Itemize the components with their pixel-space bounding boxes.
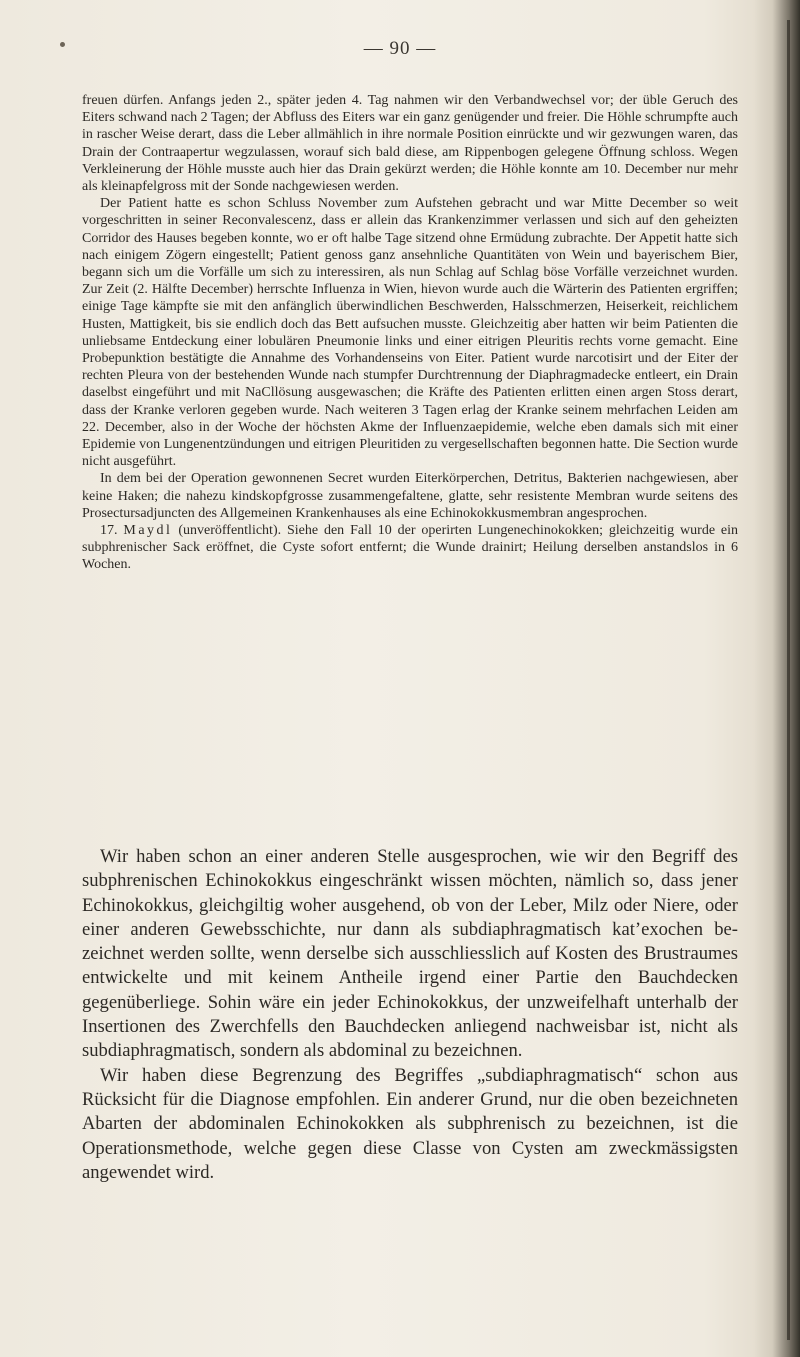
paragraph-large-1: Wir haben schon an einer anderen Stelle ausgesprochen, wie wir den Begriff des subphrenischen Echinokokkus eingeschränkt wissen möchten, nämlich so, dass jener Echinokokkus, gleichgiltig woher ausgehend, ob von der Leber, Milz oder Niere, oder einer anderen Gewebsschichte, nur dann als subdiaphragmatisch kat’exochen bezeichnet werden sollte, wenn derselbe sich ausschliesslich auf Kosten des Brustraumes entwickelte und mit keinem Antheile irgend einer Partie den Bauchdecken gegenüberliege. Sohin wäre ein jeder Echinokokkus, der unzweifelhaft unterhalb der Insertionen des Zwerchfells den Bauchdecken anliegend nachweisbar ist, nicht als subdiaphragmatisch, sondern als abdominal zu bezeichnen. [82,846,738,1062]
case-17-author: Maydl [123,523,173,539]
small-text-block [82,92,738,574]
case-17-paragraph [82,522,738,574]
paragraph-small-2: Der Patient hatte es schon Schluss November zum Aufstehen gebracht und war Mitte December so weit vorgeschritten in seiner Reconvalescenz, dass er allein das Krankenzimmer verlassen und sich auf den geheizten Corridor des Hauses begeben konnte, wo er oft halbe Tage sitzend ohne Ermüdung zubrachte. Der Appetit hatte sich nach einigem Zögern eingestellt; Patient genoss ganz ansehnliche Quantitäten von Wein und bayerischem Bier, begann sich um die Vorfälle um sich zu interessiren, als nun Schlag auf Schlag böse Vorfälle verzeichnet wurden. Zur Zeit (2. Hälfte December) herrschte Influenza in Wien, hievon wurde auch die Wärterin des Patienten ergriffen; einige Tage kämpfte sie mit den anfänglich überwindlichen Beschwerden, Halsschmerzen, Heiserkeit, reichlichem Husten, Mattigkeit, bis sie endlich doch das Bett aufsuchen musste. Gleichzeitig aber hatten wir beim Patienten die unliebsame Entdeckung einer lobulären Pneumonie links und einer eitrigen Pleuritis rechts vorne gemacht. Eine Probepunktion bestätigte die Annahme des Vorhandenseins von Eiter. Patient wurde narcotisirt und der Eiter der rechten Pleura von der bestehenden Wunde nach stumpfer Durchtrennung der Diaphragmadecke entleert, ein Drain daselbst eingeführt und mit NaCllösung ausgewaschen; die Kräfte des Patienten erlitten einen argen Stoss derart, dass der Kranke verloren gegeben wurde. Nach weiteren 3 Tagen erlag der Kranke seinem mehrfachen Leiden am 22. December, also in der Woche der höchsten Akme der Influenzaepidemie, welche eben damals sich mit einer Epidemie von Lungenentzündungen und eitrigen Pleuritiden zu vergesellschaften begonnen hatte. Die Section wurde nicht ausgeführt. [82,196,738,470]
large-text-block [82,845,738,1185]
page-binding-edge [787,20,790,1340]
case-17-number: 17. [100,523,118,539]
page-number: — 90 — [363,38,437,59]
paragraph-large-2: Wir haben diese Begrenzung des Begriffes „subdiaphragmatisch“ schon aus Rücksicht für die Diagnose empfohlen. Ein anderer Grund, nur die oben bezeichneten Abarten der abdominalen Echinokokken als subphrenisch zu bezeichnen, ist die Operationsmethode, welche gegen diese Classe von Cysten am zweckmässigsten angewendet wird. [82,1064,738,1183]
paragraph-small-1: freuen dürfen. Anfangs jeden 2., später jeden 4. Tag nahmen wir den Verbandwechsel vor; der üble Geruch des Eiters schwand nach 2 Tagen; der Abfluss des Eiters war ein ganz genügender und freier. Die Höhle schrumpfte auch in rascher Weise derart, dass die Leber allmählich in ihre normale Position einrückte und wir gezwungen waren, das Drain der Contraapertur wegzulassen, worauf sich bald diese, am Rippenbogen gelegene Öffnung schloss. Wegen Verkleinerung der Höhle musste auch hier das Drain gekürzt werden; die Höhle konnte am 10. December nur mehr als kleinapfelgross mit der Sonde nachgewiesen werden. [82,93,738,195]
page-edge-shadow [754,0,800,1357]
case-17-text: (unveröffentlicht). Siehe den Fall 10 der operirten Lungenechinokokken; gleichzeitig wurde ein subphrenischer Sack eröffnet, die Cyste sofort entfernt; die Wunde drainirt; Heilung derselben anstandslos in 6 Wochen. [82,523,739,573]
paragraph-small-3: In dem bei der Operation gewonnenen Secret wurden Eiterkörperchen, Detritus, Bakterien nachgewiesen, aber keine Haken; die nahezu kindskopfgrosse zusammengefaltene, glatte, sehr resistente Membran wurde seitens des Prosectursadjuncten des Allgemeinen Krankenhauses als eine Echinokokkusmembran angesprochen. [82,471,738,521]
